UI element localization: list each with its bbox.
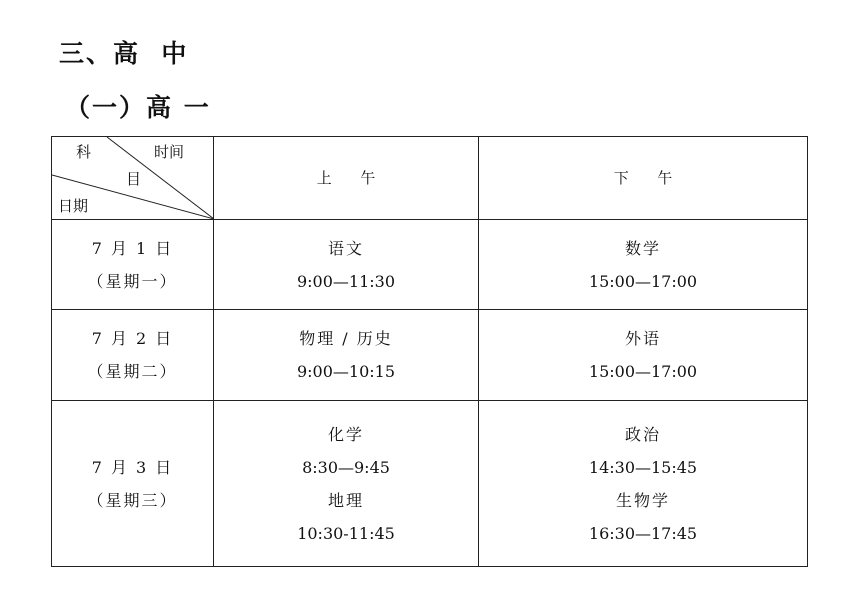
date-cell — [52, 310, 214, 401]
date-text: 7 月 2 日 — [91, 329, 174, 348]
subject-text: 语文 — [327, 238, 364, 258]
weekday-text: （星期二） — [87, 362, 178, 381]
weekday-text: （星期三） — [87, 490, 178, 510]
subject-text: 政治 — [624, 424, 661, 444]
subject-text: 地理 — [327, 490, 364, 510]
time-text: 14:30—15:45 — [588, 457, 698, 477]
afternoon-cell — [479, 310, 808, 401]
date-cell — [52, 401, 214, 567]
time-text: 9:00—10:15 — [296, 362, 396, 381]
morning-cell — [214, 310, 479, 401]
table-header-row — [52, 137, 808, 220]
time-text: 15:00—17:00 — [588, 271, 698, 291]
subject-text: 物理 / 历史 — [299, 329, 393, 348]
morning-header-cell — [214, 137, 479, 220]
corner-date-label: 日期 — [58, 197, 89, 215]
table-row — [52, 220, 808, 310]
subject-text: 生物学 — [615, 490, 670, 510]
sub-title: （一）高 一 — [65, 93, 211, 122]
corner-mu-label: 目 — [126, 170, 142, 188]
morning-cell — [214, 401, 479, 567]
subject-text: 化学 — [327, 424, 364, 444]
time-text: 9:00—11:30 — [296, 271, 396, 291]
table-row — [52, 401, 808, 567]
afternoon-cell — [479, 401, 808, 567]
section-title: 三、高 中 — [59, 39, 189, 68]
exam-schedule-table — [51, 136, 808, 567]
time-text: 8:30—9:45 — [302, 457, 390, 477]
time-text: 16:30—17:45 — [588, 523, 698, 543]
corner-time-label: 时间 — [154, 143, 185, 161]
time-text: 10:30-11:45 — [297, 523, 395, 543]
weekday-text: （星期一） — [87, 271, 178, 291]
subject-text: 外语 — [624, 329, 661, 348]
morning-header: 上 午 — [316, 169, 376, 187]
time-text: 15:00—17:00 — [588, 362, 698, 381]
subject-text: 数学 — [624, 238, 661, 258]
afternoon-cell — [479, 220, 808, 310]
corner-subject-label: 科 — [76, 143, 95, 161]
date-text: 7 月 1 日 — [91, 238, 174, 258]
table-row — [52, 310, 808, 401]
afternoon-header-cell — [479, 137, 808, 220]
afternoon-header: 下 午 — [613, 169, 673, 187]
date-cell — [52, 220, 214, 310]
morning-cell — [214, 220, 479, 310]
date-text: 7 月 3 日 — [91, 457, 174, 477]
corner-header-cell — [52, 137, 214, 220]
